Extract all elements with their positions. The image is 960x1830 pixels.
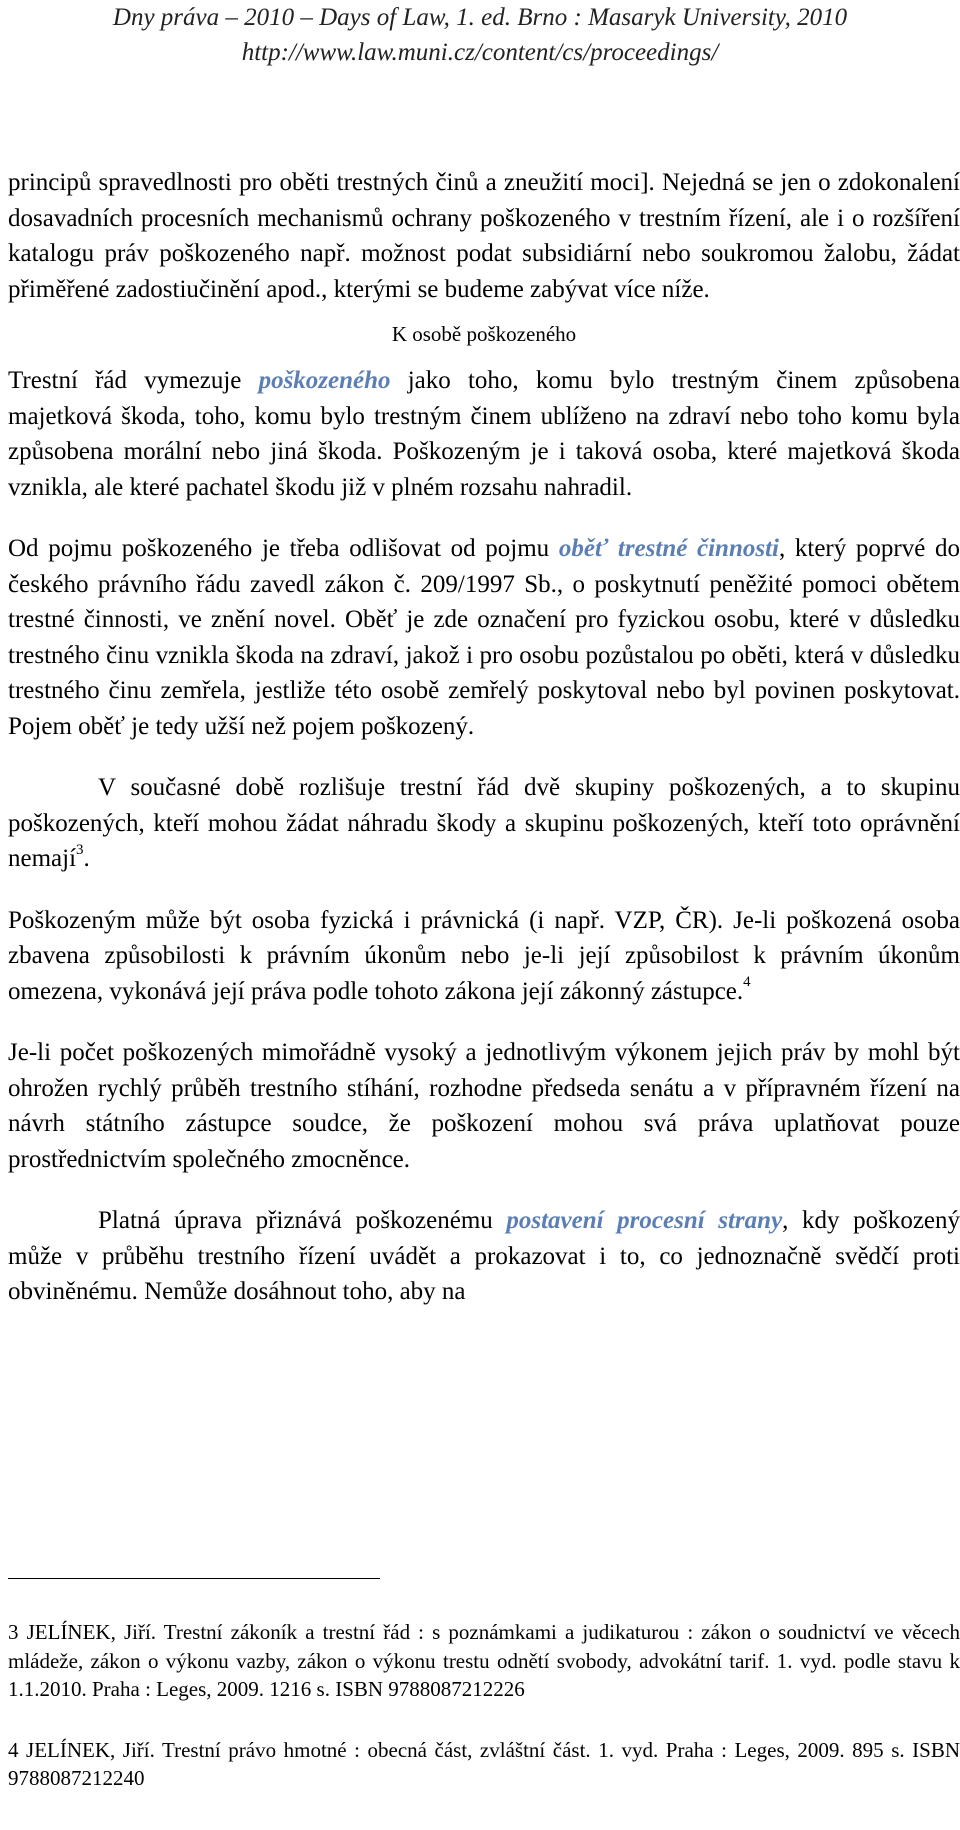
text-run: . bbox=[83, 845, 90, 872]
footnote-ref-4[interactable]: 4 bbox=[743, 974, 751, 991]
paragraph-representative: Je-li počet poškozených mimořádně vysoký a jednotlivým výkonem jejich práv by mohl být ohrožen rychlý průběh trestního stíhání, rozhodne předseda senátu a v přípravném řízení na návrh státního zástupce soudce, že poškození mohou svá práva uplatňovat pouze prostřednictvím společného zmocněnce. bbox=[8, 1039, 960, 1173]
footnote-4: 4 JELÍNEK, Jiří. Trestní právo hmotné : obecná část, zvláštní část. 1. vyd. Praha : Leges, 2009. 895 s. ISBN 9788087212240 bbox=[8, 1737, 960, 1790]
text-run: Od pojmu poškozeného je třeba odlišovat od pojmu bbox=[8, 535, 559, 562]
body-text bbox=[8, 165, 960, 1310]
paragraph-definition bbox=[8, 363, 960, 505]
paragraph-intro: principů spravedlnosti pro oběti trestných činů a zneužití moci]. Nejedná se jen o zdokonalení dosavadních procesních mechanismů ochrany poškozeného v trestním řízení, ale i o rozšíření katalogu práv poškozeného např. možnost podat subsidiární nebo soukromou žalobu, žádat přiměřené zadostiučinění apod., kterými se budeme zabývat více níže. bbox=[8, 169, 960, 303]
text-run: Platná úprava přiznává poškozenému bbox=[98, 1207, 507, 1234]
paragraph-groups bbox=[8, 770, 960, 877]
text-run: , kdy poškozený může v průběhu trestního řízení uvádět a prokazovat i to, co jednoznačně svědčí proti obviněnému. Nemůže dosáhnout toho, aby na bbox=[8, 1207, 960, 1305]
footnote-3: 3 JELÍNEK, Jiří. Trestní zákoník a trestní řád : s poznámkami a judikaturou : zákon o soudnictví ve věcech mládeže, zákon o výkonu vazby, zákon o výkonu trestu odnětí svobody, advokátní tarif. 1. vyd. podle stavu k 1.1.2010. Praha : Leges, 2009. 1216 s. ISBN 9788087212226 bbox=[8, 1620, 960, 1701]
text-run: V současné době rozlišuje trestní řád dvě skupiny poškozených, a to skupinu poškozených, kteří mohou žádat náhradu škody a skupinu poškozených, kteří toto oprávnění nemají bbox=[8, 774, 960, 872]
footnotes bbox=[8, 1618, 960, 1793]
footnote-divider bbox=[8, 1578, 380, 1579]
paragraph-victim bbox=[8, 531, 960, 744]
footnote-ref-3[interactable]: 3 bbox=[76, 841, 84, 858]
term-poskozeny: poškozeného bbox=[258, 367, 391, 394]
running-header bbox=[0, 0, 960, 70]
paragraph-procedural-party bbox=[8, 1203, 960, 1310]
paragraph-persons bbox=[8, 903, 960, 1010]
term-procesni-strana: postavení procesní strany bbox=[506, 1207, 783, 1234]
text-run: jako toho, komu bylo trestným činem způsobena majetková škoda, toho, komu bylo trestným činem ublíženo na zdraví nebo toho komu byla způsobena morální nebo jiná škoda. Poškozeným je i taková osoba, které majetková škoda vznikla, ale které pachatel škodu již v plném rozsahu nahradil. bbox=[8, 367, 960, 501]
text-run: , který poprvé do českého právního řádu zavedl zákon č. 209/1997 Sb., o poskytnutí peněžité pomoci obětem trestné činnosti, ve znění novel. Oběť je zde označení pro fyzickou osobu, které v důsledku trestného činu vznikla škoda na zdraví, jakož i pro osobu pozůstalou po oběti, která v důsledku trestného činu zemřela, jestliže této osobě zemřelý poskytoval nebo byl povinen poskytovat. Pojem oběť je tedy užší než pojem poškozený. bbox=[8, 535, 960, 740]
section-heading: K osobě poškozeného bbox=[391, 322, 577, 346]
header-citation: Dny práva – 2010 – Days of Law, 1. ed. Brno : Masaryk University, 2010 bbox=[112, 4, 848, 31]
text-run: Trestní řád vymezuje bbox=[8, 367, 259, 394]
header-url: http://www.law.muni.cz/content/cs/proceedings/ bbox=[241, 39, 719, 66]
term-obet: oběť trestné činnosti bbox=[558, 535, 779, 562]
text-run: Poškozeným může být osoba fyzická i právnická (i např. VZP, ČR). Je-li poškozená osoba zbavena způsobilosti k právním úkonům nebo je-li její způsobilost k právním úkonům omezena, vykonává její práva podle tohoto zákona její zákonný zástupce. bbox=[8, 906, 960, 1005]
